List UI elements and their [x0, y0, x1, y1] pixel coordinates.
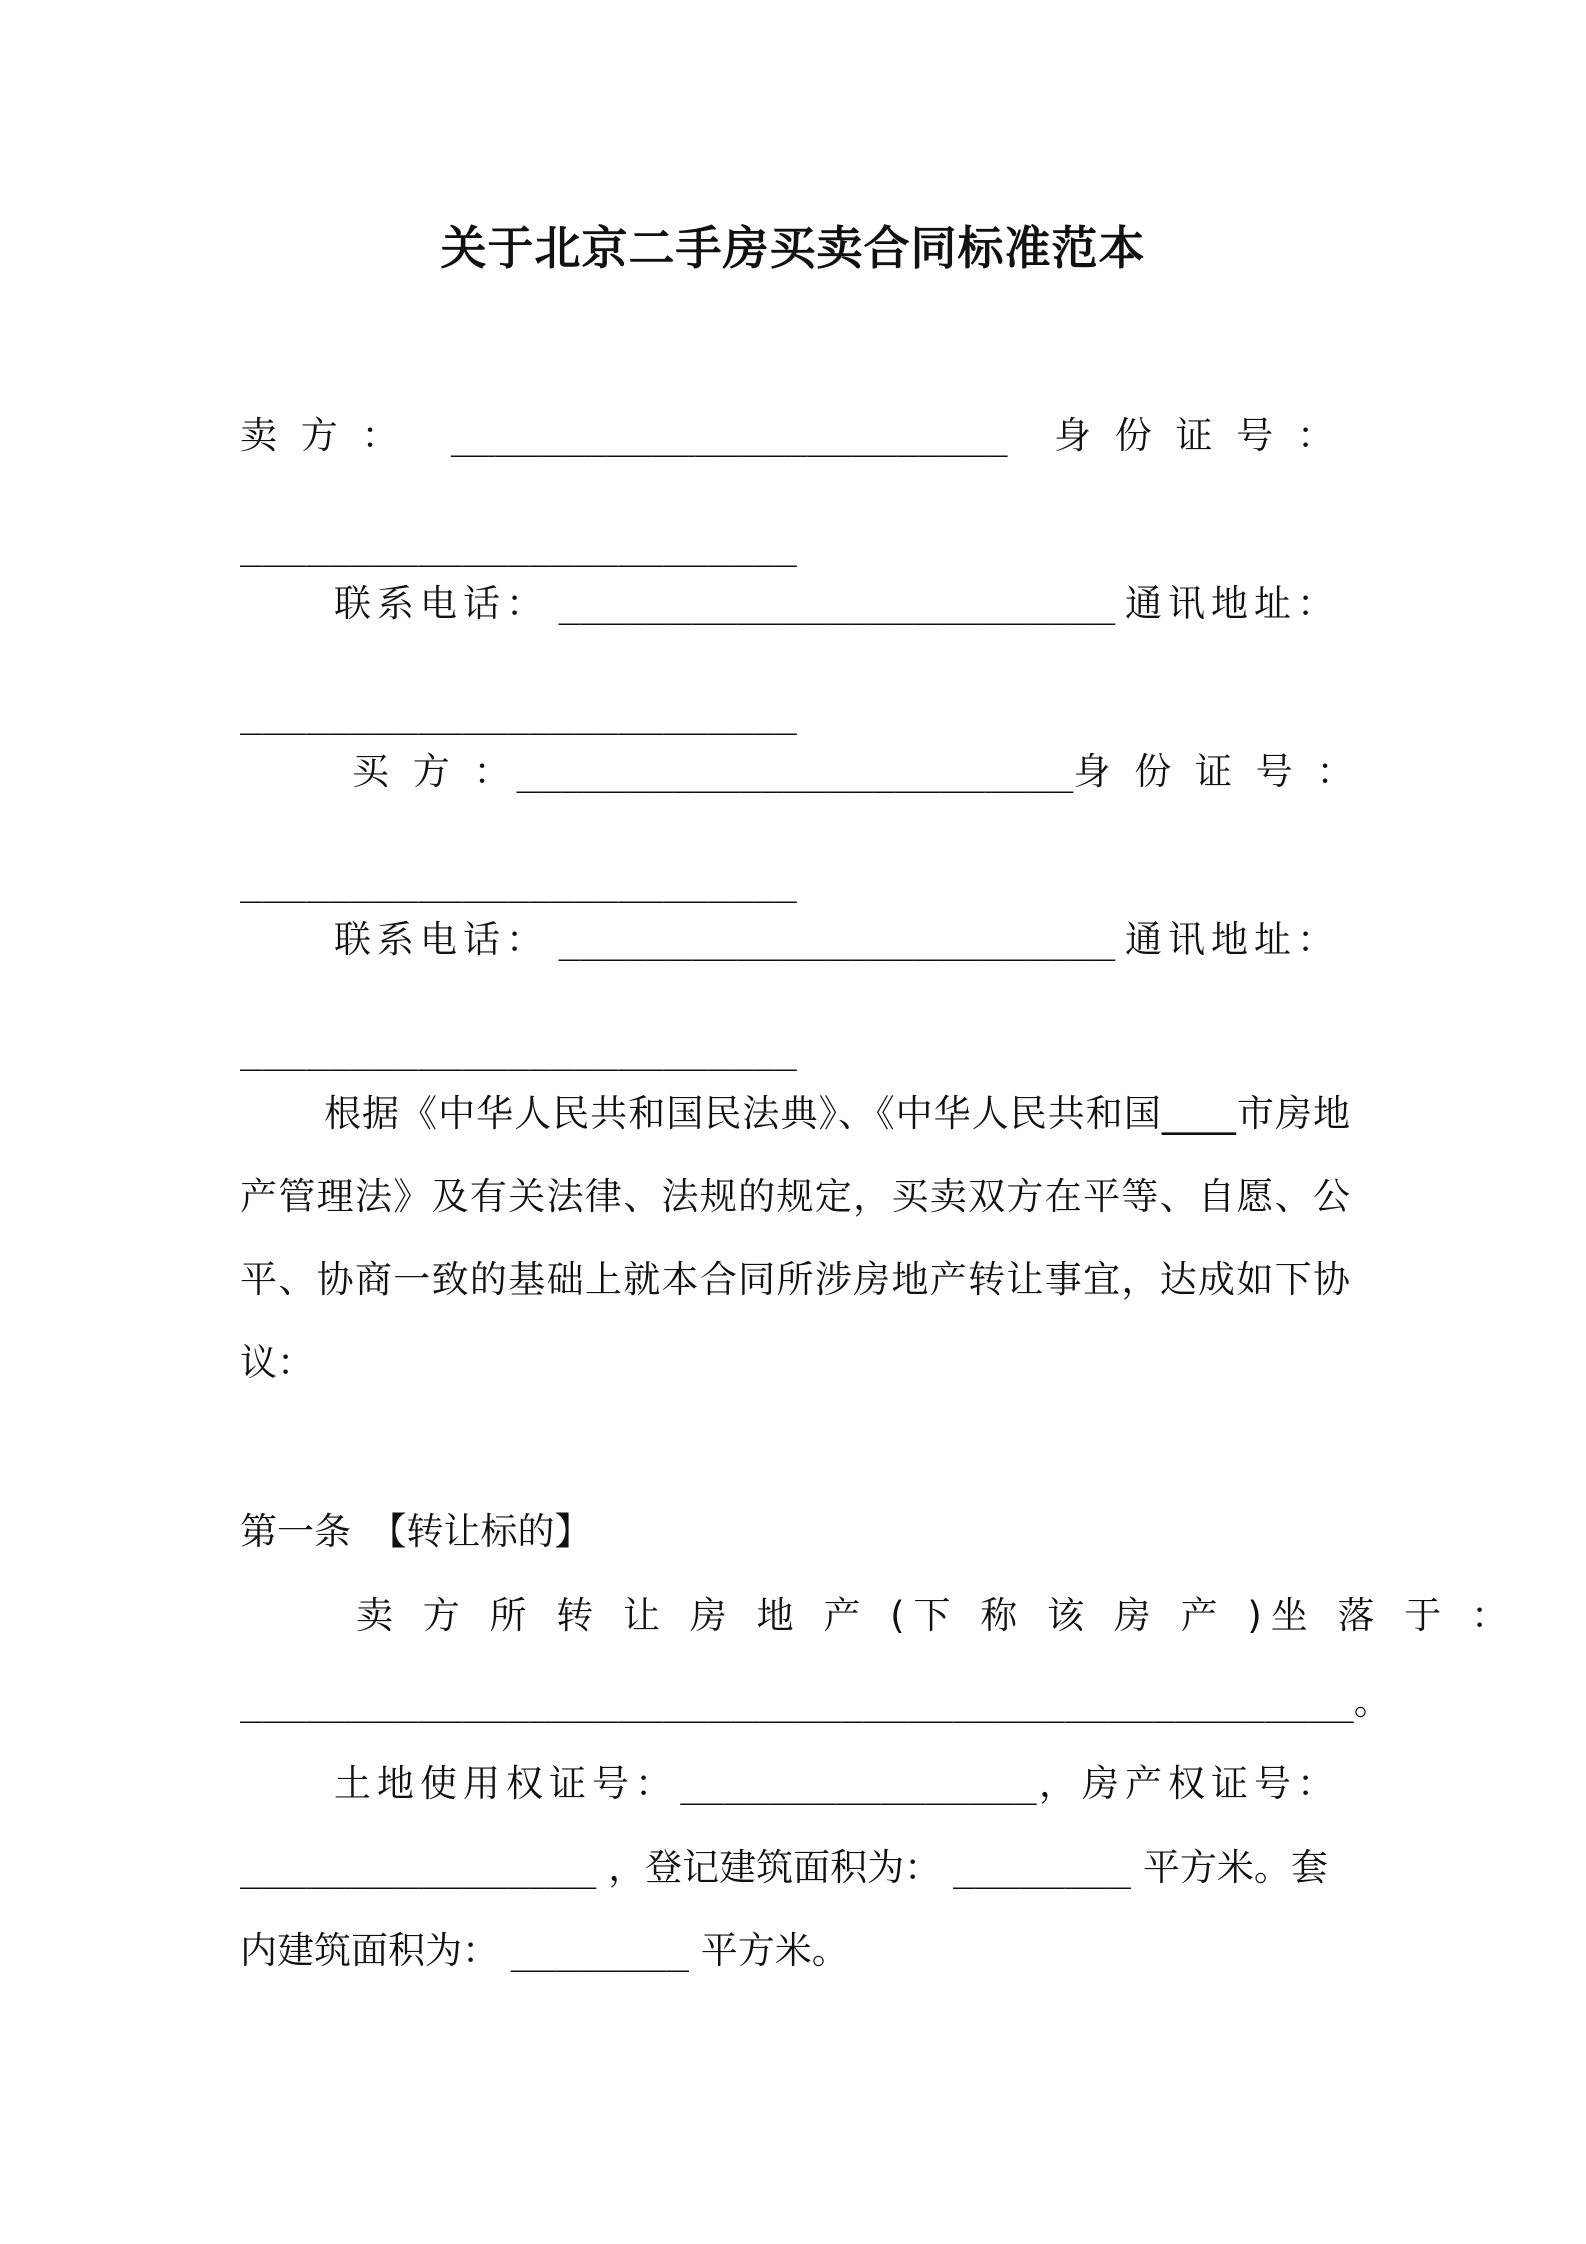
seller-id-label: 身 份 证 号 ： [1053, 414, 1340, 457]
buyer-id-blank: _________________________ [240, 860, 797, 903]
seller-address-label: 通讯地址： [1125, 582, 1340, 625]
article-1-heading: 第一条 【转让标的】 [240, 1510, 592, 1553]
buyer-label: 买 方 ： [352, 750, 517, 793]
area-label: ，登记建筑面积为： [608, 1846, 942, 1889]
inner-area-unit: 平方米。 [700, 1929, 849, 1972]
buyer-phone-blank: _________________________ [558, 918, 1116, 961]
seller-id-blank: _________________________ [240, 524, 797, 567]
seller-name-blank: _________________________ [450, 414, 1008, 457]
buyer-name-blank: _________________________ [516, 750, 1074, 793]
seller-contact-row [334, 578, 1340, 630]
buyer-address-label: 通讯地址： [1125, 918, 1340, 961]
inner-area-blank: ________ [510, 1929, 689, 1972]
buyer-id-label: 身 份 证 号 ： [1073, 750, 1360, 793]
property-cert-blank: ________________ [240, 1846, 597, 1889]
preamble-paragraph: 根据《中华人民共和国民法典》、《中华人民共和国____市房地产管理法》及有关法律、法规的规定，买卖双方在平等、自愿、公平、协商一致的基础上就本合同所涉房地产转让事宜，达成如下协议： [240, 1092, 1350, 1384]
area-unit: 平方米。套 [1142, 1846, 1328, 1889]
area-row [240, 1842, 1328, 1894]
inner-area-label: 内建筑面积为： [240, 1929, 499, 1972]
buyer-row [352, 746, 1360, 798]
property-location-label: 卖 方 所 转 让 房 地 产 (下 称 该 房 产 )坐 落 于 ： [356, 1594, 1518, 1637]
seller-phone-blank: _________________________ [558, 582, 1116, 625]
buyer-address-blank: _________________________ [240, 1028, 797, 1071]
seller-row [240, 410, 1340, 462]
inner-area-row [240, 1925, 849, 1977]
seller-address-blank: _________________________ [240, 692, 797, 735]
document-title: 关于北京二手房买卖合同标准范本 [440, 221, 1146, 275]
seller-label: 卖 方 ： [240, 414, 405, 457]
buyer-phone-label: 联系电话： [334, 918, 549, 961]
seller-phone-label: 联系电话： [334, 582, 549, 625]
land-cert-blank: ________________ [680, 1762, 1037, 1805]
area-blank: ________ [952, 1846, 1132, 1889]
certificate-row [334, 1758, 1340, 1810]
property-cert-label: ，房产权证号： [1038, 1762, 1340, 1805]
property-location-blank: __________________________________________________。 [240, 1680, 1391, 1723]
land-cert-label: 土地使用权证号： [334, 1762, 678, 1805]
buyer-contact-row [334, 914, 1340, 966]
